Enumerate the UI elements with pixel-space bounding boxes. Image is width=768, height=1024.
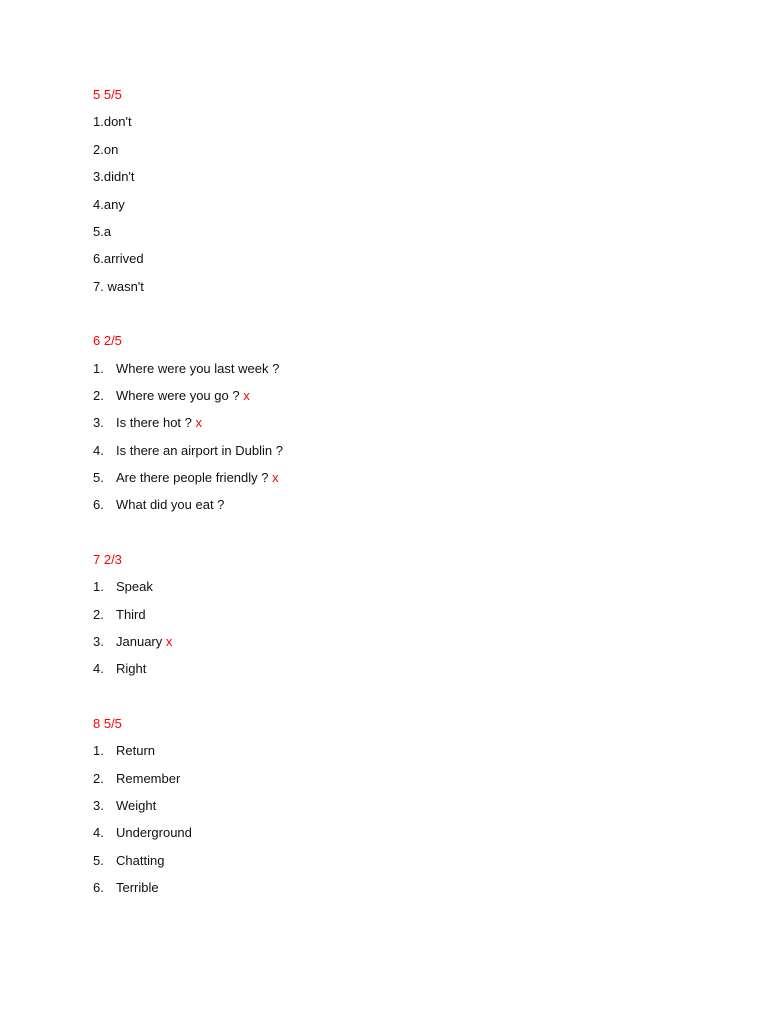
list-item [93,388,693,415]
item-number: 5. [93,470,104,486]
item-number: 4. [93,442,104,458]
item-text: Where were you go ? [116,387,240,403]
item-text: Right [116,661,147,677]
item-number: 1. [93,743,104,759]
section-7 [93,552,693,689]
list-item [93,443,693,470]
list-item [93,470,693,497]
section-6 [93,333,693,525]
item-text: January [116,634,163,650]
item-text: Return [116,743,156,759]
list-item [93,661,693,688]
section-8 [93,716,693,908]
item-text: Third [116,606,146,622]
item-number: 5. [93,852,104,868]
item-number: 3. [93,634,104,650]
list-item [93,361,693,388]
list-item [93,634,693,661]
wrong-mark: x [195,415,203,431]
item-text: Are there people friendly ? [116,470,269,486]
list-item [93,579,693,606]
item-number: 2. [93,770,104,786]
item-number: 3. [93,797,104,813]
list-item [93,825,693,852]
item-number: 6. [93,497,104,513]
list-item [93,497,693,524]
wrong-mark: x [272,470,279,486]
list-item [93,415,693,442]
item-number: 6. [93,880,104,896]
section-heading: 5 5/5 [93,87,122,102]
list-item [93,607,693,634]
section-5 [93,87,693,306]
item-number: 2. [93,387,104,403]
answer-item: 6.arrived [93,251,144,267]
answer-item: 2.on [93,141,119,157]
item-text: Terrible [116,880,159,896]
answer-item: 3.didn't [93,169,135,185]
item-text: Speak [116,579,153,595]
item-text: Where were you last week ? [116,360,280,376]
item-text: Weight [116,797,157,813]
item-number: 2. [93,606,104,622]
item-text: What did you eat ? [116,497,225,513]
answer-item: 4.any [93,196,125,212]
item-text: Underground [116,825,192,841]
section-heading: 7 2/3 [93,551,122,567]
item-number: 1. [93,579,104,595]
item-text: Is there hot ? [116,415,192,431]
list-item [93,798,693,825]
wrong-mark: x [165,634,173,650]
item-text: Chatting [116,852,165,868]
section-heading: 6 2/5 [93,333,122,349]
wrong-mark: x [243,387,250,403]
item-number: 4. [93,825,104,841]
answer-item: 1.don't [93,114,132,130]
item-number: 1. [93,360,104,376]
list-item [93,880,693,907]
list-item [93,771,693,798]
item-number: 3. [93,415,104,431]
list-item [93,853,693,880]
section-heading: 8 5/5 [93,715,122,731]
item-text: Remember [116,770,181,786]
answer-item: 7. wasn't [93,278,144,294]
answer-item: 5.a [93,223,112,239]
list-item [93,743,693,770]
item-number: 4. [93,661,104,677]
document-body [93,87,693,908]
item-text: Is there an airport in Dublin ? [116,442,283,458]
